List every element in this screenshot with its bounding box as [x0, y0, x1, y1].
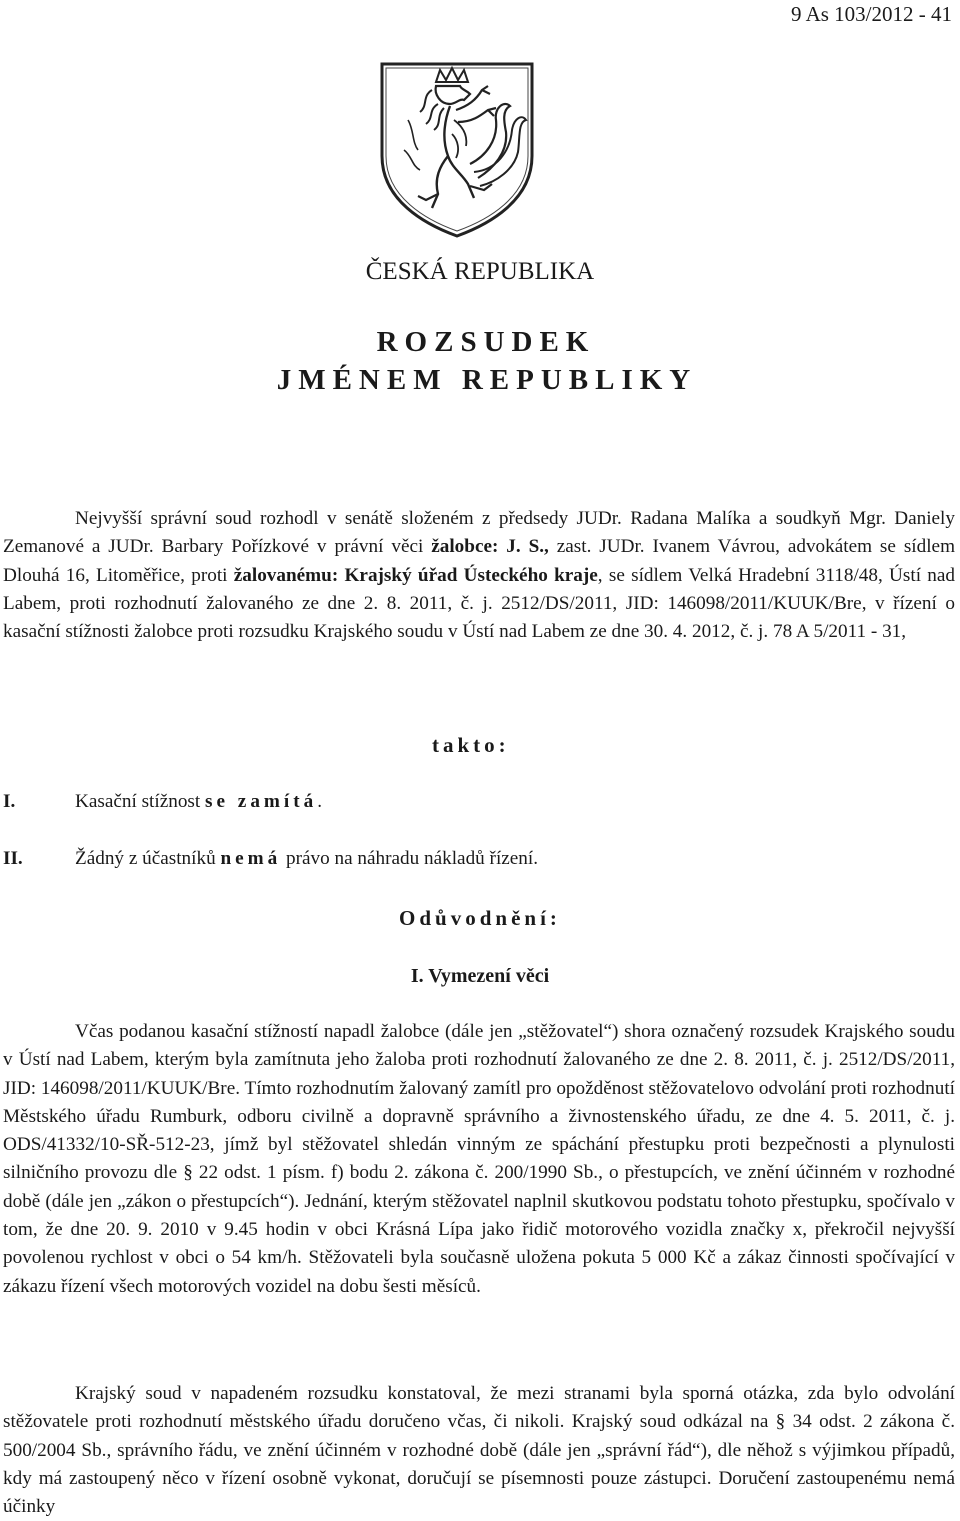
intro-text: , se sídlem Velká Hradební 3118/48, Ústí nad Labem, proti rozhodnutí žalovaného ze dne 2. 8. 2011, č. j. 2512/DS/2011, JID: 146098/2011/KUUK/Bre, v řízení o kasační stížnosti žalobce proti rozsudku Krajského soudu v Ústí nad Labem ze dne 30. 4. 2012, č. j. 78 A 5/2011 - 31, [3, 564, 956, 643]
country-title: ČESKÁ REPUBLIKA [365, 258, 595, 285]
intro-text: Nejvyšší správní soud rozhodl v senátě složeném z předsedy JUDr. Radana Malíka a soudkyň Mgr. Daniely Zemanové a JUDr. Barbary Pořízkové v právní věci [3, 508, 955, 558]
czech-lion-coat-of-arms-icon [378, 60, 536, 238]
ruling-item [3, 791, 322, 813]
section-heading: I. Vymezení věci [410, 965, 550, 987]
ruling-text: právo na náhradu nákladů řízení. [281, 848, 539, 869]
ruling-emphasis: nemá [220, 848, 282, 869]
case-number: 9 As 103/2012 - 41 [790, 2, 952, 26]
ruling-text: . [317, 791, 323, 812]
ruling-emphasis: se zamítá [205, 791, 318, 812]
ruling-text: Kasační stížnost [75, 791, 206, 812]
defendant-name: Krajský úřad Ústeckého kraje [344, 564, 598, 586]
verdict-subtitle: JMÉNEM REPUBLIKY [276, 364, 698, 396]
body-paragraph: Krajský soud v napadeném rozsudku konstatoval, že mezi stranami byla sporná otázka, zda bylo odvolání stěžovatele proti rozhodnutí městského úřadu doručeno včas, či nikoli. Krajský soud odkázal na § 34 odst. 2 zákona č. 500/2004 Sb., správního řádu, ve znění účinném v rozhodné době (dále jen „správní řád“), dle něhož s výjimkou případů, kdy má zastoupený něco v řízení osobně vykonat, doručují se písemnosti pouze zástupci. Doručení zastoupenému nemá účinky [3, 1383, 955, 1518]
intro-paragraph [3, 505, 955, 646]
ruling-number: II. [3, 848, 23, 869]
verdict-title: ROZSUDEK [376, 326, 596, 358]
ruling-text: Žádný z účastníků [75, 848, 221, 869]
body-paragraph: Včas podanou kasační stížností napadl žalobce (dále jen „stěžovatel“) shora označený rozsudek Krajského soudu v Ústí nad Labem, kterým byla zamítnuta jeho žaloba proti rozhodnutí žalovaného ze dne 2. 8. 2011, č. j. 2512/DS/2011, JID: 146098/2011/KUUK/Bre. Tímto rozhodnutím žalovaný zamítl pro opožděnost stěžovatelovo odvolání proti rozhodnutí Městského úřadu Rumburk, odboru civilně a dopravně správního a živnostenského úřadu, ze dne 4. 5. 2011, č. j. ODS/41332/10-SŘ-512-23, jímž byl stěžovatel shledán vinným ze spáchání přestupku proti bezpečnosti a plynulosti silničního provozu dle § 22 odst. 1 písm. f) bodu 2. zákona č. 200/1990 Sb., o přestupcích, ve znění účinném v rozhodné době (dále jen „zákon o přestupcích“). Jednání, kterým stěžovatel naplnil skutkovou podstatu tohoto přestupku, spočívalo v tom, že dne 20. 9. 2010 v 9.45 hodin v obci Krásná Lípa jako řidič motorového vozidla značky x, překročil nejvyšší povolenou rychlost v obci o 54 km/h. Stěžovateli byla současně uložena pokuta 5 000 Kč a zákaz činnosti spočívající v zákazu řízení všech motorových vozidel na dobu šesti měsíců. [3, 1021, 955, 1297]
plaintiff-label: žalobce: J. S., [431, 536, 549, 558]
defendant-label: žalovanému: [233, 564, 339, 586]
takto-heading: takto: [432, 733, 510, 757]
ruling-item [3, 848, 538, 870]
reasoning-heading: Odůvodnění: [399, 906, 561, 930]
intro-text: zast. JUDr. Ivanem Vávrou, advokátem se sídlem Dlouhá 16, Litoměřice, proti [3, 536, 955, 586]
ruling-number: I. [3, 791, 16, 812]
